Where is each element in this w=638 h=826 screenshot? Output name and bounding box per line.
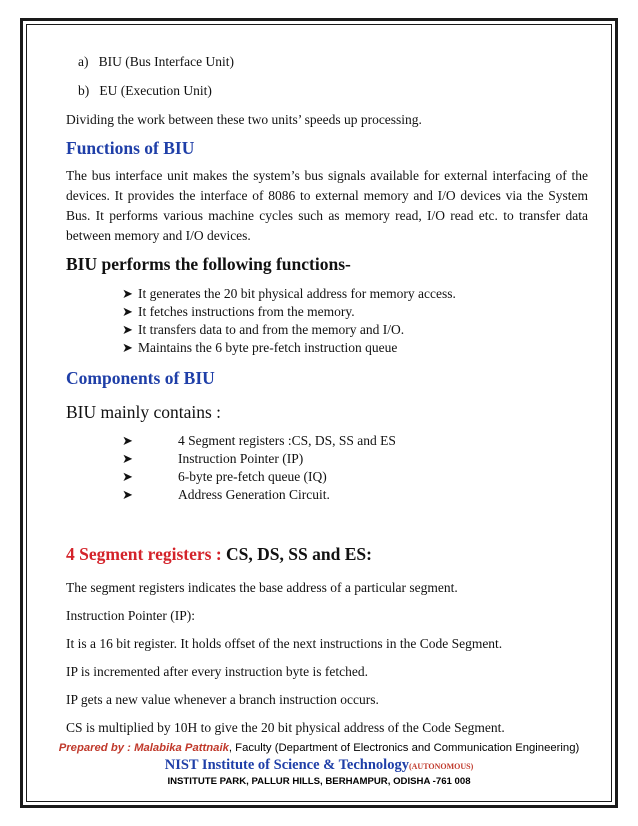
list-marker-a: a) — [78, 54, 89, 69]
arrowhead-bullet-icon: ➤ — [122, 433, 133, 448]
body-line: IP gets a new value whenever a branch instruction occurs. — [66, 692, 379, 707]
list-item-a — [78, 54, 234, 70]
faculty-text: , Faculty (Department of Electronics and Communication Engineering) — [228, 742, 580, 754]
arrowhead-bullet-icon: ➤ — [122, 304, 133, 319]
performs-bullet: ➤ It generates the 20 bit physical address for memory access. — [122, 286, 456, 301]
segment-registers-heading — [66, 544, 372, 565]
body-line: The segment registers indicates the base address of a particular segment. — [66, 580, 458, 595]
performs-bullet: ➤ It fetches instructions from the memory. — [122, 304, 355, 319]
components-heading: Components of BIU — [66, 368, 215, 388]
arrowhead-bullet-icon: ➤ — [122, 451, 133, 466]
prepared-by-label: Prepared by : Malabika Pattnaik — [58, 742, 229, 754]
list-text-a: BIU (Bus Interface Unit) — [98, 54, 234, 69]
arrowhead-bullet-icon: ➤ — [122, 469, 133, 484]
footer-institute — [26, 757, 612, 774]
list-text-b: EU (Execution Unit) — [99, 83, 212, 98]
performs-bullet: ➤ It transfers data to and from the memory and I/O. — [122, 322, 405, 337]
institute-name: NIST Institute of Science & Technology — [164, 757, 409, 773]
arrowhead-bullet-icon: ➤ — [122, 286, 133, 301]
arrowhead-bullet-icon: ➤ — [122, 322, 133, 337]
segment-heading-black: CS, DS, SS and ES: — [226, 544, 372, 564]
component-bullet: ➤ Address Generation Circuit. — [122, 487, 330, 502]
functions-heading: Functions of BIU — [66, 138, 195, 158]
body-line: Instruction Pointer (IP): — [66, 608, 195, 623]
component-bullet: ➤ 4 Segment registers :CS, DS, SS and ES — [122, 433, 396, 448]
body-line: It is a 16 bit register. It holds offset of the next instructions in the Code Segment. — [66, 636, 503, 651]
dividing-text: Dividing the work between these two units’ speeds up processing. — [66, 112, 422, 127]
performs-heading: BIU performs the following functions- — [66, 254, 351, 274]
footer-prepared-by — [26, 742, 612, 754]
list-item-b — [78, 83, 212, 99]
footer-address: INSTITUTE PARK, PALLUR HILLS, BERHAMPUR, ODISHA -761 008 — [167, 776, 471, 787]
body-line: IP is incremented after every instruction byte is fetched. — [66, 664, 369, 679]
segment-heading-red: 4 Segment registers : — [66, 544, 222, 564]
autonomous-label: (AUTONOMOUS) — [408, 762, 474, 771]
arrowhead-bullet-icon: ➤ — [122, 487, 133, 502]
body-line: CS is multiplied by 10H to give the 20 bit physical address of the Code Segment. — [66, 720, 505, 735]
component-bullet: ➤ Instruction Pointer (IP) — [122, 451, 304, 466]
performs-bullet: ➤ Maintains the 6 byte pre-fetch instruction queue — [122, 340, 398, 355]
arrowhead-bullet-icon: ➤ — [122, 340, 133, 355]
mainly-contains-text: BIU mainly contains : — [66, 402, 222, 422]
component-bullet: ➤ 6-byte pre-fetch queue (IQ) — [122, 469, 327, 484]
functions-paragraph: The bus interface unit makes the system’s bus signals available for external interfacing of the devices. It provides the interface of 8086 to external memory and I/O devices via the System Bus. It performs various machine cycles such as memory read, I/O read etc. to transfer data between memory and I/O devices. — [66, 168, 588, 243]
list-marker-b: b) — [78, 83, 90, 98]
